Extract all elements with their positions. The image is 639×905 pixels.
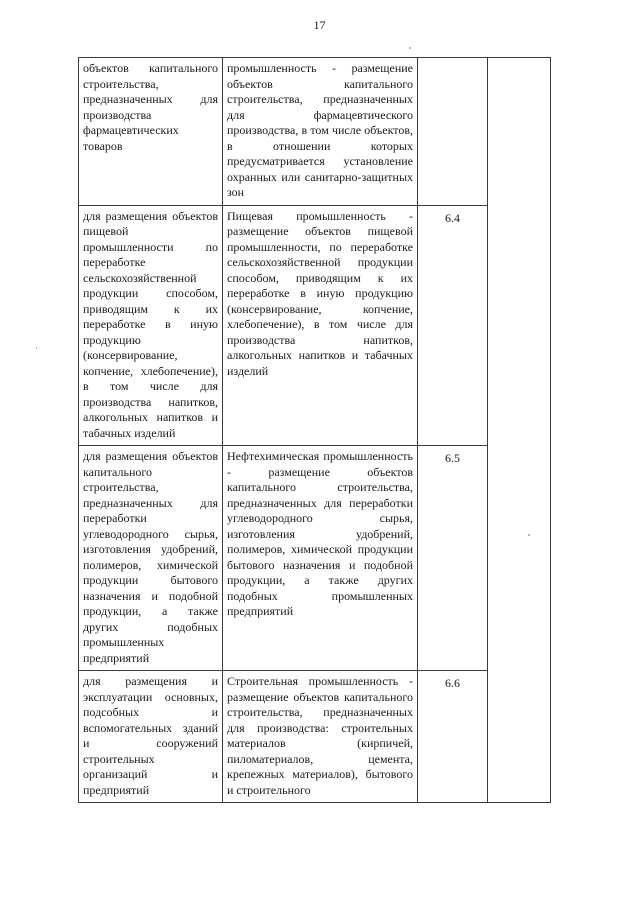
code-label: 6.4 bbox=[445, 210, 460, 225]
row-description-cell: для размещения объектов капитального строительства, предназначенных для переработки углеводородного сырья, изготовления удобрений, полимеров, химической продукции бытового назначения и подобной продукции, а также других подобных промышленных предприятий bbox=[79, 446, 223, 671]
row-content-cell: Нефтехимическая промышленность - размещение объектов капитального строительства, предназначенных для переработки углеводородного сырья, изготовления удобрений, полимеров, химической продукции бытового назначения и подобной продукции, а также других подобных промышленных предприятий bbox=[223, 446, 418, 671]
page-number: 17 bbox=[313, 18, 326, 32]
row-code-cell bbox=[418, 58, 488, 206]
row-extra-cell bbox=[488, 58, 551, 803]
scan-speck bbox=[36, 347, 37, 349]
table-row bbox=[79, 446, 551, 671]
scan-speck bbox=[528, 534, 530, 536]
land-use-table bbox=[78, 57, 551, 803]
code-label bbox=[422, 61, 483, 63]
row-code-cell bbox=[418, 205, 488, 446]
row-description-cell: объектов капитального строительства, предназначенных для производства фармацевтических товаров bbox=[79, 58, 223, 206]
row-content-cell: Пищевая промышленность - размещение объектов пищевой промышленности, по переработке сельскохозяйственной продукции способом, приводящим к их переработке в иную продукцию (консервирование, копчение, хлебопечение), в том числе для производства напитков, алкогольных напитков и табачных изделий bbox=[223, 205, 418, 446]
row-content-cell: промышленность - размещение объектов капитального строительства, предназначенных для фармацевтического производства, в том числе объектов, в отношении которых предусматривается установление охранных или санитарно-защитных зон bbox=[223, 58, 418, 206]
code-label: 6.5 bbox=[445, 451, 460, 465]
code-label: 6.6 bbox=[445, 676, 460, 690]
row-code-cell bbox=[418, 446, 488, 671]
table-row bbox=[79, 58, 551, 206]
row-code-cell bbox=[418, 671, 488, 803]
table-row bbox=[79, 671, 551, 803]
row-description-cell: для размещения и эксплуатации основных, подсобных и вспомогательных зданий и сооружений строительных организаций и предприятий bbox=[79, 671, 223, 803]
row-description-cell: для размещения объектов пищевой промышленности по переработке сельскохозяйственной продукции способом, приводящим к их переработке в иную продукцию (консервирование, копчение, хлебопечение), в том числе для производства напитков, алкогольных напитков и табачных изделий bbox=[79, 205, 223, 446]
table-row bbox=[79, 205, 551, 446]
row-content-cell: Строительная промышленность - размещение объектов капитального строительства, предназначенных для производства: строительных материалов (кирпичей, пиломатериалов, цемента, крепежных материалов), бытового и строительного bbox=[223, 671, 418, 803]
scan-speck bbox=[409, 47, 411, 49]
